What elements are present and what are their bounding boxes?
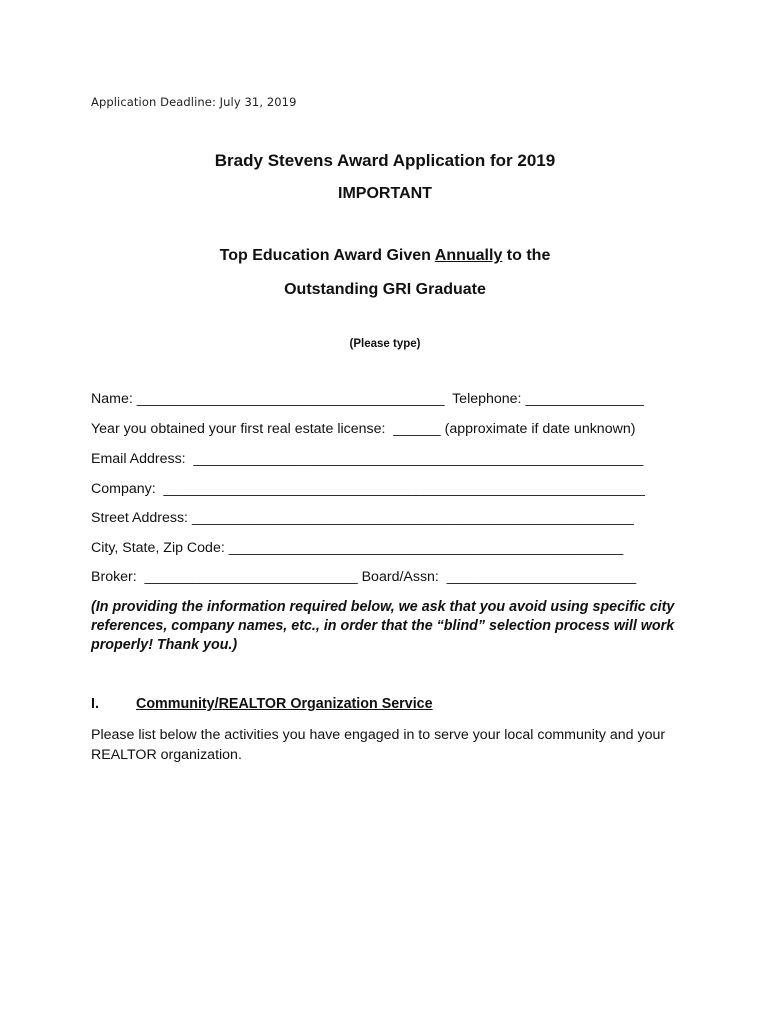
subtitle-text-before: Top Education Award Given [219, 247, 435, 264]
section-instructions: Please list below the activities you have engaged in to serve your local community and your REALTOR organization. [91, 727, 666, 763]
broker-board-field[interactable]: Broker: ___________________________ Board/Assn: ________________________ [91, 569, 637, 585]
award-subtitle-line2: Outstanding GRI Graduate [284, 281, 486, 298]
please-type-note: (Please type) [349, 338, 421, 350]
section-title: Community/REALTOR Organization Service [136, 696, 433, 712]
section-number: I. [91, 696, 99, 712]
city-state-zip-field[interactable]: City, State, Zip Code: __________________________________________________ [91, 540, 624, 556]
name-telephone-field[interactable]: Name: _______________________________________ Telephone: _______________ [91, 391, 644, 407]
street-address-field[interactable]: Street Address: ________________________________________________________ [91, 510, 634, 526]
company-field[interactable]: Company: _____________________________________________________________ [91, 481, 645, 497]
subtitle-underlined-word: Annually [434, 247, 503, 264]
application-deadline: Application Deadline: July 31, 2019 [91, 95, 297, 109]
subtitle-text-after: to the [502, 247, 551, 264]
blind-selection-note: (In providing the information required below, we ask that you avoid using specific city references, company names, etc., in order that the “blind” selection process will work properly! Thank you.) [91, 599, 675, 653]
award-subtitle [0, 247, 770, 265]
license-year-field[interactable]: Year you obtained your first real estate license: ______ (approximate if date unknown) [91, 421, 636, 437]
form-title: Brady Stevens Award Application for 2019 [214, 151, 556, 170]
important-heading: IMPORTANT [338, 185, 432, 202]
email-field[interactable]: Email Address: _________________________________________________________ [91, 451, 644, 467]
